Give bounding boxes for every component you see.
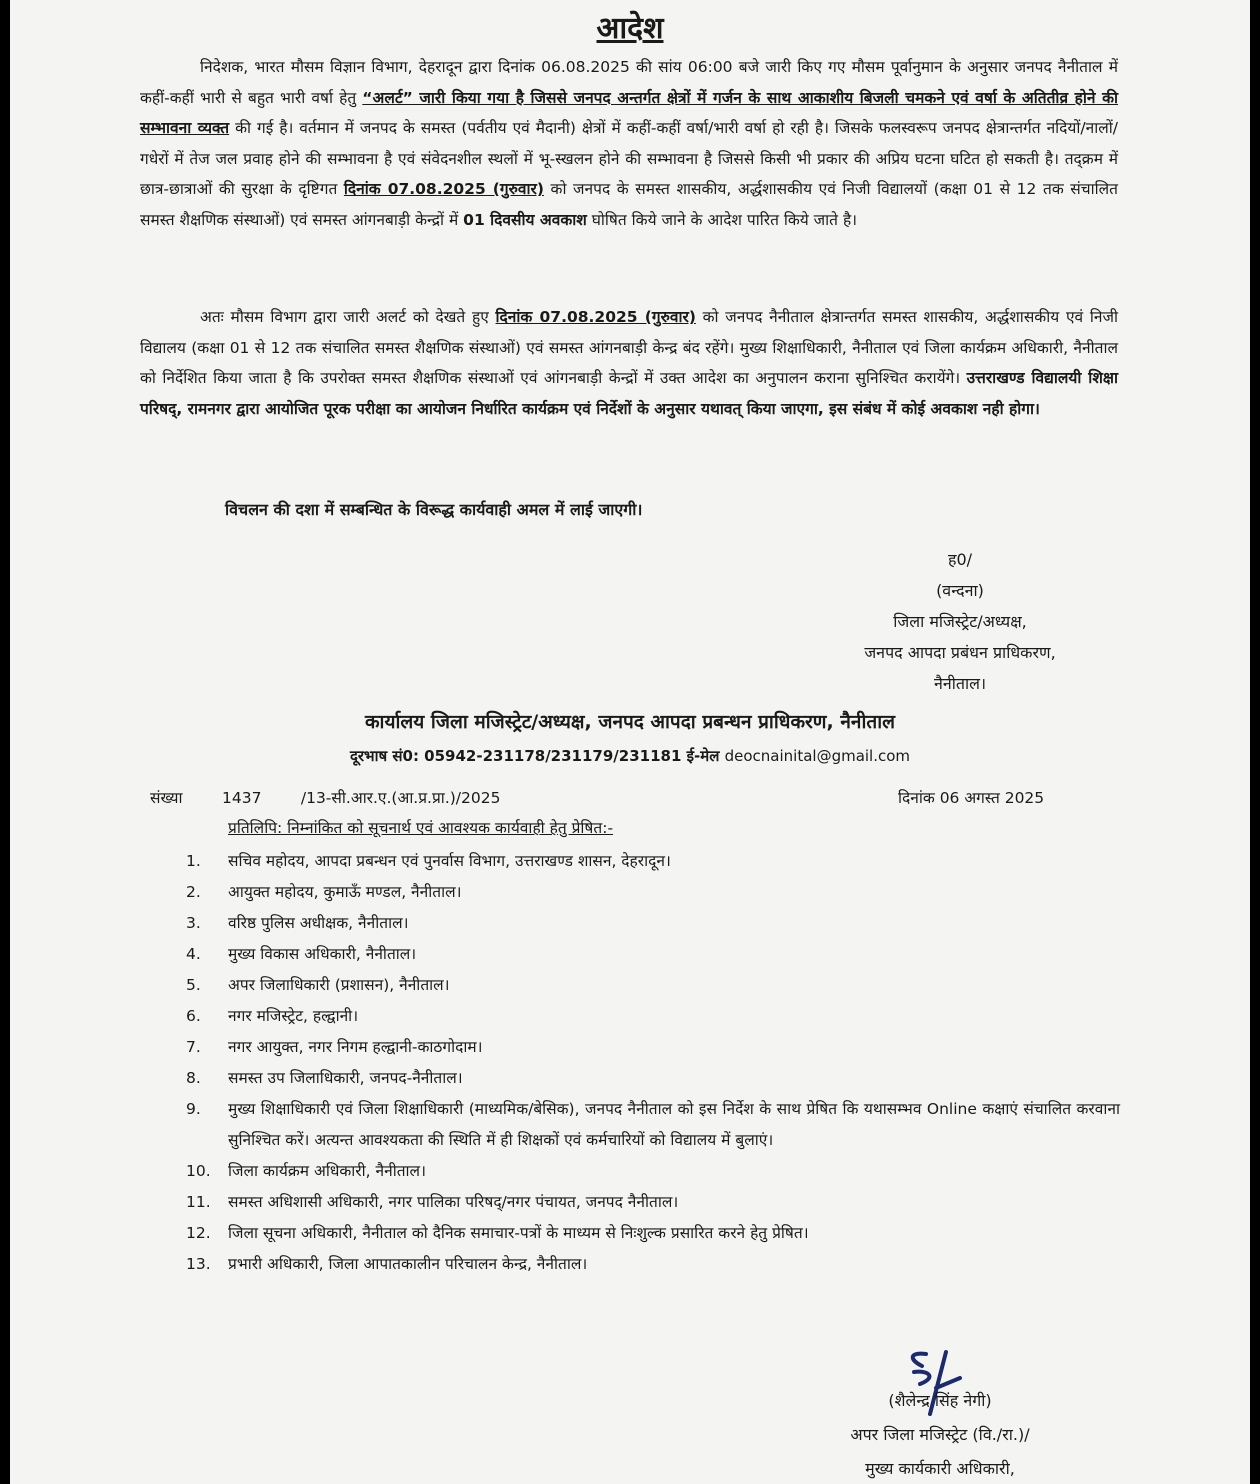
list-item — [186, 846, 1120, 877]
p1-holiday-duration: 01 दिवसीय अवकाश — [463, 210, 587, 229]
list-item — [186, 1001, 1120, 1032]
list-item-text: समस्त उप जिलाधिकारी, जनपद-नैनीताल। — [228, 1069, 463, 1087]
list-item — [186, 1063, 1120, 1094]
office-email: deocnainital@gmail.com — [724, 747, 911, 765]
list-item — [186, 908, 1120, 939]
list-item — [186, 1218, 1120, 1249]
p1-alert-text: “अलर्ट” जारी किया गया है जिससे जनपद अन्तर्गत क्षेत्रों में गर्जन के साथ आकाशीय बिजली चमकने एवं वर्षा के अतितीव्र होने की सम्भावना व्यक्त — [140, 88, 1118, 137]
list-item — [186, 970, 1120, 1001]
list-item-text: मुख्य विकास अधिकारी, नैनीताल। — [228, 945, 417, 963]
list-item-text: सचिव महोदय, आपदा प्रबन्धन एवं पुनर्वास विभाग, उत्तराखण्ड शासन, देहरादून। — [228, 852, 671, 870]
signatory-1-sd: ह0/ — [947, 550, 973, 569]
list-item-number: 1. — [186, 852, 201, 870]
reference-line — [150, 786, 500, 808]
signatory-block-1 — [750, 544, 1170, 699]
signatory-2-designation-1: अपर जिला मजिस्ट्रेट (वि./रा.)/ — [850, 1425, 1030, 1444]
signatory-1-name: (वन्दना) — [936, 581, 984, 600]
list-item — [186, 1032, 1120, 1063]
list-item-text: मुख्य शिक्षाधिकारी एवं जिला शिक्षाधिकारी (माध्यमिक/बेसिक), जनपद नैनीताल को इस निर्देश के साथ प्रेषित कि यथासम्भव Online कक्षाएं संचालित करवाना सुनिश्चित करें। अत्यन्त आवश्यकता की स्थिति में ही शिक्षकों एवं कर्मचारियों को विद्यालय में बुलाएं। — [228, 1100, 1120, 1149]
list-item-text: प्रभारी अधिकारी, जिला आपातकालीन परिचालन केन्द्र, नैनीताल। — [228, 1255, 588, 1273]
p2-holiday-date: दिनांक 07.08.2025 (गुरुवार) — [495, 308, 696, 326]
reference-date: दिनांक 06 अगस्त 2025 — [898, 789, 1045, 807]
office-phone: दूरभाष सं0: 05942-231178/231179/231181 ई-मेल — [349, 747, 720, 765]
list-item — [186, 1249, 1120, 1280]
list-item-text: आयुक्त महोदय, कुमाऊँ मण्डल, नैनीताल। — [228, 883, 462, 901]
list-item-number: 4. — [186, 945, 201, 963]
signatory-2-name: (शैलेन्द्र सिंह नेगी) — [888, 1391, 992, 1410]
list-item-number: 10. — [186, 1162, 211, 1180]
violation-warning: विचलन की दशा में सम्बन्धित के विरूद्ध कार्यवाही अमल में लाई जाएगी। — [225, 500, 643, 519]
p1-text-3: को जनपद के समस्त शासकीय, अर्द्धशासकीय एवं निजी विद्यालयों (कक्षा 01 से 12 तक संचालित समस्त शैक्षणिक संस्थाओं) एवं समस्त आंगनबाड़ी केन्द्रों में — [140, 180, 1119, 229]
list-item-text: जिला कार्यक्रम अधिकारी, नैनीताल। — [228, 1162, 426, 1180]
list-item-number: 9. — [186, 1100, 201, 1118]
p1-text-2: की गई है। वर्तमान में जनपद के समस्त (पर्वतीय एवं मैदानी) क्षेत्रों में कहीं-कहीं वर्षा/भारी वर्षा हो रही है। जिसके फलस्वरूप जनपद क्षेत्रान्तर्गत नदियों/नालों/गधेरों में तेज जल प्रवाह होने की सम्भावना है एवं संवेदनशील स्थलों में भू-स्खलन होने की सम्भावना है जिससे किसी भी प्रकार की अप्रिय घटना घटित हो सकती है। तद्क्रम में छात्र-छात्राओं की सुरक्षा के दृष्टिगत — [140, 119, 1119, 198]
signatory-2-designation-2: मुख्य कार्यकारी अधिकारी, — [865, 1459, 1015, 1478]
office-heading: कार्यालय जिला मजिस्ट्रेट/अध्यक्ष, जनपद आपदा प्रबन्धन प्राधिकरण, नैनीताल — [364, 711, 896, 733]
list-item-number: 8. — [186, 1069, 201, 1087]
list-item-number: 2. — [186, 883, 201, 901]
reference-code: /13-सी.आर.ए.(आ.प्र.प्रा.)/2025 — [300, 789, 501, 807]
list-item-text: वरिष्ठ पुलिस अधीक्षक, नैनीताल। — [228, 914, 409, 932]
p2-exam-notice: उत्तराखण्ड विद्यालयी शिक्षा परिषद्, रामनगर द्वारा आयोजित पूरक परीक्षा का आयोजन निर्धारित कार्यक्रम एवं निर्देशों के अनुसार यथावत् किया जाएगा, इस संबंध में कोई अवकाश नही होगा। — [140, 369, 1118, 418]
list-item-text: समस्त अधिशासी अधिकारी, नगर पालिका परिषद्/नगर पंचायत, जनपद नैनीताल। — [228, 1193, 679, 1211]
list-item-text: जिला सूचना अधिकारी, नैनीताल को दैनिक समाचार-पत्रों के माध्यम से निःशुल्क प्रसारित करने हेतु प्रेषित। — [228, 1224, 809, 1242]
list-item-number: 6. — [186, 1007, 201, 1025]
list-item-number: 13. — [186, 1255, 211, 1273]
list-item — [186, 1094, 1120, 1156]
list-item-number: 12. — [186, 1224, 211, 1242]
signatory-block-2 — [790, 1384, 1090, 1484]
p2-text-1: अतः मौसम विभाग द्वारा जारी अलर्ट को देखते हुए — [200, 308, 496, 326]
reference-label: संख्या — [150, 789, 183, 807]
order-title: आदेश — [596, 11, 664, 46]
list-item-text: अपर जिलाधिकारी (प्रशासन), नैनीताल। — [228, 976, 450, 994]
recipient-list — [186, 846, 1120, 1280]
list-item — [186, 939, 1120, 970]
p1-text-4: घोषित किये जाने के आदेश पारित किये जाते है। — [586, 210, 858, 229]
list-item-text: नगर मजिस्ट्रेट, हल्द्वानी। — [228, 1007, 359, 1025]
signatory-1-designation-1: जिला मजिस्ट्रेट/अध्यक्ष, — [893, 612, 1027, 631]
order-paragraph-2 — [140, 302, 1118, 424]
p1-holiday-date: दिनांक 07.08.2025 (गुरुवार) — [343, 180, 544, 198]
p2-text-2: को जनपद नैनीताल क्षेत्रान्तर्गत समस्त शासकीय, अर्द्धशासकीय एवं निजी विद्यालय (कक्षा 01 से 12 तक संचालित समस्त शैक्षणिक संस्थाओं) एवं समस्त आंगनबाड़ी केन्द्र बंद रहेंगे। मुख्य शिक्षाधिकारी, नैनीताल एवं जिला कार्यक्रम अधिकारी, नैनीताल को निर्देशित किया जाता है कि उपरोक्त समस्त शैक्षणिक संस्थाओं एवं आंगनबाड़ी केन्द्रों में उक्त आदेश का अनुपालन कराना सुनिश्चित करायेंगे। — [140, 308, 1119, 387]
reference-number: 1437 — [221, 789, 262, 807]
list-item-number: 7. — [186, 1038, 201, 1056]
signatory-1-place: नैनीताल। — [933, 674, 987, 693]
document-page — [10, 0, 1250, 1484]
signatory-1-designation-2: जनपद आपदा प्रबंधन प्राधिकरण, — [864, 643, 1056, 662]
list-item — [186, 877, 1120, 908]
list-item — [186, 1187, 1120, 1218]
copy-to-heading: प्रतिलिपि: निम्नांकित को सूचनार्थ एवं आवश्यक कार्यवाही हेतु प्रेषित:- — [228, 819, 614, 837]
list-item-number: 3. — [186, 914, 201, 932]
list-item-number: 5. — [186, 976, 201, 994]
list-item — [186, 1156, 1120, 1187]
list-item-text: नगर आयुक्त, नगर निगम हल्द्वानी-काठगोदाम। — [228, 1038, 483, 1056]
order-paragraph-1 — [140, 52, 1118, 235]
list-item-number: 11. — [186, 1193, 211, 1211]
office-contact — [10, 746, 1250, 766]
p1-text-1: निदेशक, भारत मौसम विज्ञान विभाग, देहरादून द्वारा दिनांक 06.08.2025 की सांय 06:00 बजे जारी किए गए मौसम पूर्वानुमान के अनुसार जनपद नैनीताल में कहीं-कहीं भारी से बहुत भारी वर्षा हेतु — [140, 58, 1118, 107]
